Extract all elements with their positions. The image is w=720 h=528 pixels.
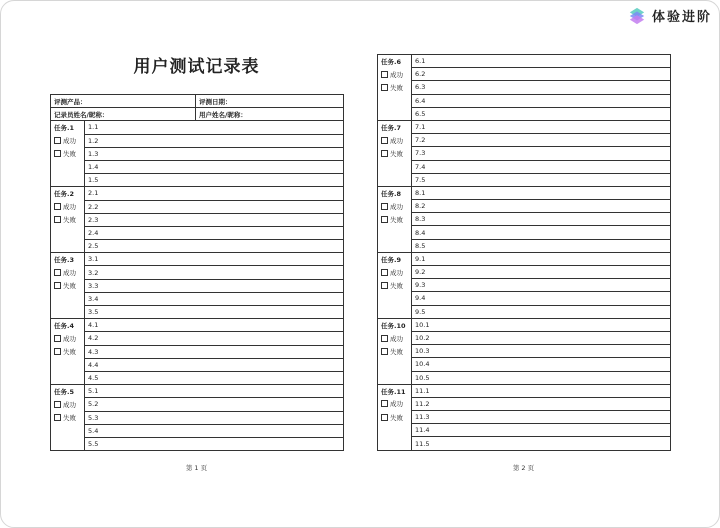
fail-option-label: 失败 [63, 348, 76, 357]
success-option[interactable] [51, 200, 85, 213]
task-step-row [378, 292, 671, 305]
task-step-row [378, 371, 671, 384]
step-cell[interactable]: 2.5 [85, 240, 344, 253]
task-label-spacer [51, 371, 85, 384]
task-step-row [51, 385, 344, 398]
product-field: 评测产品： [51, 95, 196, 108]
task-step-row [378, 411, 671, 424]
task-label-text: 任务.11 [381, 387, 406, 396]
success-option[interactable] [378, 397, 412, 410]
step-cell[interactable]: 9.3 [412, 279, 671, 292]
step-cell[interactable]: 9.5 [412, 305, 671, 318]
task-step-row [378, 226, 671, 239]
step-cell[interactable]: 8.3 [412, 213, 671, 226]
step-cell[interactable]: 10.3 [412, 345, 671, 358]
task-label-spacer [51, 160, 85, 173]
task-label-text: 任务.3 [54, 256, 74, 265]
task-label-spacer [378, 107, 412, 120]
fail-checkbox[interactable] [54, 414, 61, 421]
task-label-spacer [378, 437, 412, 450]
step-cell[interactable]: 2.3 [85, 213, 344, 226]
layered-diamond-logo-icon [628, 7, 646, 25]
task-step-row [378, 213, 671, 226]
success-option[interactable] [51, 332, 85, 345]
step-cell[interactable]: 6.4 [412, 94, 671, 107]
fail-option[interactable] [51, 147, 85, 160]
task-label [378, 186, 412, 199]
step-cell[interactable]: 8.5 [412, 239, 671, 252]
step-cell[interactable]: 1.2 [85, 134, 344, 147]
task-step-row [378, 252, 671, 265]
step-cell[interactable]: 3.5 [85, 306, 344, 319]
task-label-spacer [378, 371, 412, 384]
recorder-field: 记录员姓名/昵称： [51, 108, 196, 121]
success-option-label: 成功 [390, 268, 403, 277]
task-label-spacer [378, 173, 412, 186]
task-label-text: 任务.1 [54, 124, 74, 133]
task-label [378, 318, 412, 331]
success-option-label: 成功 [63, 269, 76, 278]
fail-option[interactable] [378, 213, 412, 226]
task-step-row [378, 120, 671, 133]
step-cell[interactable]: 2.4 [85, 226, 344, 239]
task-step-row [51, 187, 344, 200]
step-cell[interactable]: 8.1 [412, 186, 671, 199]
step-cell[interactable]: 5.2 [85, 398, 344, 411]
task-step-row [378, 424, 671, 437]
fail-option[interactable] [51, 213, 85, 226]
fail-option-label: 失败 [63, 282, 76, 291]
success-checkbox[interactable] [381, 269, 388, 276]
step-cell[interactable]: 9.2 [412, 266, 671, 279]
success-checkbox[interactable] [54, 269, 61, 276]
success-option[interactable] [51, 134, 85, 147]
task-label-spacer [378, 424, 412, 437]
step-cell[interactable]: 4.4 [85, 358, 344, 371]
page-number-1: 第 1 页 [185, 464, 208, 472]
fail-checkbox[interactable] [54, 216, 61, 223]
task-step-row [51, 371, 344, 384]
success-checkbox[interactable] [54, 401, 61, 408]
task-step-row [378, 147, 671, 160]
success-option[interactable] [51, 266, 85, 279]
success-checkbox[interactable] [381, 400, 388, 407]
task-step-row [378, 186, 671, 199]
page-number-2: 第 2 页 [512, 464, 535, 472]
fail-checkbox[interactable] [381, 216, 388, 223]
task-step-row [378, 81, 671, 94]
task-step-row [378, 200, 671, 213]
step-cell[interactable]: 5.4 [85, 424, 344, 437]
task-label [51, 253, 85, 266]
task-label-spacer [51, 240, 85, 253]
task-label-text: 任务.8 [381, 189, 401, 198]
step-cell[interactable]: 2.1 [85, 187, 344, 200]
step-cell[interactable]: 1.3 [85, 147, 344, 160]
success-checkbox[interactable] [381, 71, 388, 78]
brand [628, 6, 712, 25]
step-cell[interactable]: 9.4 [412, 292, 671, 305]
task-step-row [378, 173, 671, 186]
task-label-spacer [51, 226, 85, 239]
task-label-spacer [378, 226, 412, 239]
step-cell[interactable]: 4.2 [85, 332, 344, 345]
success-option-label: 成功 [390, 202, 403, 211]
task-step-row [378, 279, 671, 292]
step-cell[interactable]: 6.3 [412, 81, 671, 94]
step-cell[interactable]: 7.3 [412, 147, 671, 160]
step-cell[interactable]: 10.5 [412, 371, 671, 384]
step-cell[interactable]: 11.1 [412, 384, 671, 397]
task-step-row [51, 437, 344, 450]
step-cell[interactable]: 11.4 [412, 424, 671, 437]
task-label-spacer [378, 239, 412, 252]
task-label [51, 121, 85, 134]
step-cell[interactable]: 11.3 [412, 411, 671, 424]
brand-name: 体验进阶 [651, 10, 712, 25]
fail-checkbox[interactable] [381, 84, 388, 91]
task-step-row [51, 292, 344, 305]
fail-checkbox[interactable] [381, 348, 388, 355]
record-table-page-2 [377, 54, 671, 451]
task-label-spacer [378, 160, 412, 173]
step-cell[interactable]: 6.5 [412, 107, 671, 120]
task-step-row [378, 331, 671, 344]
task-step-row [378, 384, 671, 397]
step-cell[interactable]: 6.2 [412, 68, 671, 81]
fail-option[interactable] [378, 279, 412, 292]
fail-option[interactable] [51, 345, 85, 358]
task-step-row [378, 305, 671, 318]
step-cell[interactable]: 6.1 [412, 55, 671, 68]
task-step-row [51, 200, 344, 213]
step-cell[interactable]: 3.3 [85, 279, 344, 292]
task-step-row [51, 160, 344, 173]
fail-option[interactable] [378, 147, 412, 160]
step-cell[interactable]: 9.1 [412, 252, 671, 265]
task-step-row [51, 266, 344, 279]
task-step-row [51, 345, 344, 358]
task-label [378, 252, 412, 265]
task-step-row [51, 213, 344, 226]
success-checkbox[interactable] [54, 335, 61, 342]
fail-option-label: 失败 [390, 347, 403, 356]
task-step-row [51, 253, 344, 266]
success-option-label: 成功 [390, 136, 403, 145]
task-step-row [378, 55, 671, 68]
task-step-row [51, 332, 344, 345]
task-step-row [51, 306, 344, 319]
step-cell[interactable]: 4.3 [85, 345, 344, 358]
task-step-row [378, 345, 671, 358]
task-step-row [51, 424, 344, 437]
task-label [51, 187, 85, 200]
task-label-spacer [51, 306, 85, 319]
fail-option-label: 失败 [390, 281, 403, 290]
fail-option[interactable] [51, 279, 85, 292]
form-title: 用户测试记录表 [133, 57, 260, 77]
step-cell[interactable]: 5.5 [85, 437, 344, 450]
task-step-row [378, 134, 671, 147]
task-label-spacer [51, 358, 85, 371]
task-label [378, 384, 412, 397]
task-step-row [51, 226, 344, 239]
fail-option-label: 失败 [390, 413, 403, 422]
task-label-text: 任务.10 [381, 321, 406, 330]
fail-option[interactable] [378, 81, 412, 94]
success-option[interactable] [378, 266, 412, 279]
success-option[interactable] [378, 134, 412, 147]
step-cell[interactable]: 1.1 [85, 121, 344, 134]
task-step-row [378, 397, 671, 410]
fail-option[interactable] [378, 411, 412, 424]
step-cell[interactable]: 1.5 [85, 174, 344, 187]
fail-option-label: 失败 [390, 83, 403, 92]
fail-option-label: 失败 [390, 149, 403, 158]
task-step-row [51, 279, 344, 292]
step-cell[interactable]: 10.4 [412, 358, 671, 371]
task-step-row [51, 240, 344, 253]
date-field: 评测日期： [196, 95, 344, 108]
success-option[interactable] [378, 331, 412, 344]
step-cell[interactable]: 5.1 [85, 385, 344, 398]
success-checkbox[interactable] [54, 203, 61, 210]
success-checkbox[interactable] [381, 335, 388, 342]
task-step-row [378, 318, 671, 331]
task-label [51, 385, 85, 398]
step-cell[interactable]: 8.4 [412, 226, 671, 239]
task-step-row [378, 437, 671, 450]
task-label-spacer [51, 174, 85, 187]
task-step-row [378, 68, 671, 81]
fail-option[interactable] [378, 345, 412, 358]
task-label [378, 55, 412, 68]
task-step-row [378, 107, 671, 120]
task-step-row [378, 358, 671, 371]
task-label-spacer [378, 305, 412, 318]
step-cell[interactable]: 3.1 [85, 253, 344, 266]
task-label-spacer [378, 292, 412, 305]
step-cell[interactable]: 7.1 [412, 120, 671, 133]
step-cell[interactable]: 5.3 [85, 411, 344, 424]
fail-checkbox[interactable] [381, 150, 388, 157]
fail-checkbox[interactable] [381, 414, 388, 421]
success-option[interactable] [378, 68, 412, 81]
fail-checkbox[interactable] [54, 282, 61, 289]
fail-checkbox[interactable] [54, 348, 61, 355]
fail-checkbox[interactable] [54, 150, 61, 157]
success-option-label: 成功 [390, 334, 403, 343]
success-option[interactable] [51, 398, 85, 411]
step-cell[interactable]: 11.2 [412, 397, 671, 410]
step-cell[interactable]: 11.5 [412, 437, 671, 450]
step-cell[interactable]: 3.4 [85, 292, 344, 305]
task-label-text: 任务.5 [54, 387, 74, 396]
task-label-spacer [378, 94, 412, 107]
task-step-row [51, 134, 344, 147]
task-step-row [51, 411, 344, 424]
step-cell[interactable]: 7.4 [412, 160, 671, 173]
fail-option-label: 失败 [390, 215, 403, 224]
task-step-row [51, 121, 344, 134]
fail-option-label: 失败 [63, 414, 76, 423]
success-option-label: 成功 [390, 400, 403, 409]
task-step-row [51, 398, 344, 411]
fail-checkbox[interactable] [381, 282, 388, 289]
step-cell[interactable]: 7.2 [412, 134, 671, 147]
success-checkbox[interactable] [54, 137, 61, 144]
step-cell[interactable]: 10.2 [412, 331, 671, 344]
user-field: 用户姓名/昵称： [196, 108, 344, 121]
fail-option-label: 失败 [63, 150, 76, 159]
task-step-row [378, 266, 671, 279]
success-checkbox[interactable] [381, 137, 388, 144]
step-cell[interactable]: 4.5 [85, 371, 344, 384]
task-label-spacer [51, 437, 85, 450]
step-cell[interactable]: 7.5 [412, 173, 671, 186]
success-option[interactable] [378, 200, 412, 213]
fail-option-label: 失败 [63, 216, 76, 225]
task-label-text: 任务.4 [54, 322, 74, 331]
task-step-row [378, 160, 671, 173]
step-cell[interactable]: 10.1 [412, 318, 671, 331]
fail-option[interactable] [51, 411, 85, 424]
task-step-row [51, 319, 344, 332]
step-cell[interactable]: 1.4 [85, 160, 344, 173]
task-step-row [51, 147, 344, 160]
step-cell[interactable]: 8.2 [412, 200, 671, 213]
task-step-row [51, 358, 344, 371]
success-checkbox[interactable] [381, 203, 388, 210]
success-option-label: 成功 [63, 400, 76, 409]
success-option-label: 成功 [63, 137, 76, 146]
success-option-label: 成功 [63, 334, 76, 343]
task-label [51, 319, 85, 332]
task-step-row [378, 239, 671, 252]
task-label-text: 任务.2 [54, 190, 74, 199]
record-table-page-1 [50, 94, 344, 451]
task-label-spacer [378, 358, 412, 371]
task-label-text: 任务.7 [381, 123, 401, 132]
task-label-spacer [51, 292, 85, 305]
task-label-text: 任务.9 [381, 255, 401, 264]
step-cell[interactable]: 2.2 [85, 200, 344, 213]
success-option-label: 成功 [390, 70, 403, 79]
success-option-label: 成功 [63, 203, 76, 212]
task-step-row [378, 94, 671, 107]
task-step-row [51, 174, 344, 187]
task-label-text: 任务.6 [381, 57, 401, 66]
task-label-spacer [51, 424, 85, 437]
step-cell[interactable]: 3.2 [85, 266, 344, 279]
task-label [378, 120, 412, 133]
step-cell[interactable]: 4.1 [85, 319, 344, 332]
